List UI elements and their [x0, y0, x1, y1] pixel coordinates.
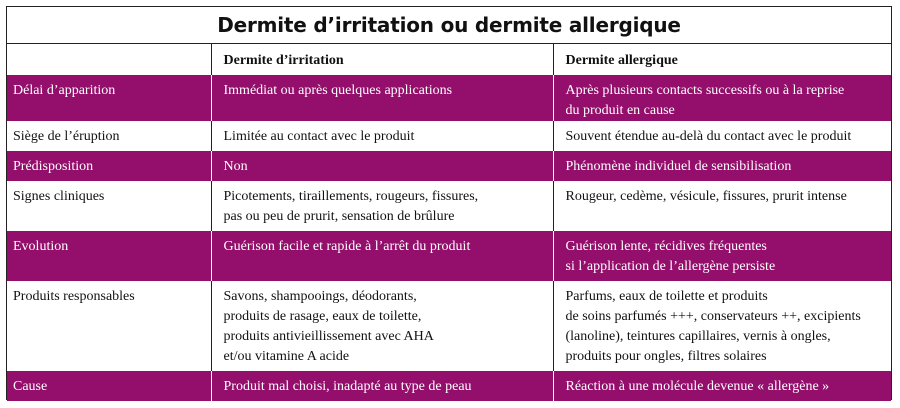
cell-line: produits pour ongles, filtres solaires [565, 349, 767, 364]
comparison-table-frame [6, 6, 892, 400]
header-row [7, 44, 891, 75]
cell-allergique [553, 121, 891, 151]
table-row [7, 231, 891, 281]
row-label: Cause [7, 371, 211, 401]
table-body [7, 75, 891, 401]
cell-irritation [211, 371, 553, 401]
cell-line: pas ou peu de prurit, sensation de brûlure [223, 209, 455, 224]
table-row [7, 181, 891, 231]
table-row [7, 151, 891, 181]
cell-line: Picotements, tiraillements, rougeurs, fissures, [223, 189, 479, 204]
cell-line: Souvent étendue au-delà du contact avec le produit [565, 129, 852, 144]
row-label: Prédisposition [7, 151, 211, 181]
cell-line: Savons, shampooings, déodorants, [223, 289, 417, 304]
table-row [7, 281, 891, 371]
cell-irritation [211, 121, 553, 151]
header-empty [7, 44, 211, 75]
cell-line: (lanoline), teintures capillaires, vernis à ongles, [565, 329, 831, 344]
cell-allergique [553, 151, 891, 181]
cell-allergique [553, 281, 891, 371]
cell-line: du produit en cause [565, 103, 675, 118]
cell-line: si l’application de l’allergène persiste [565, 259, 776, 274]
header-allergique: Dermite allergique [553, 44, 891, 75]
cell-line: Non [223, 159, 248, 174]
cell-line: Réaction à une molécule devenue « allergène » [565, 379, 830, 394]
row-label: Evolution [7, 231, 211, 281]
cell-line: et/ou vitamine A acide [223, 349, 350, 364]
comparison-table [7, 44, 891, 401]
cell-line: Après plusieurs contacts successifs ou à la reprise [565, 83, 845, 98]
table-row [7, 75, 891, 121]
cell-irritation [211, 281, 553, 371]
cell-line: Rougeur, cedème, vésicule, fissures, prurit intense [565, 189, 847, 204]
cell-line: Phénomène individuel de sensibilisation [565, 159, 792, 174]
cell-allergique [553, 231, 891, 281]
row-label: Signes cliniques [7, 181, 211, 231]
cell-line: Guérison lente, récidives fréquentes [565, 239, 767, 254]
cell-line: Limitée au contact avec le produit [223, 129, 415, 144]
table-title: Dermite d’irritation ou dermite allergique [7, 7, 891, 44]
cell-line: Parfums, eaux de toilette et produits [565, 289, 768, 304]
cell-irritation [211, 151, 553, 181]
cell-allergique [553, 181, 891, 231]
row-label: Siège de l’éruption [7, 121, 211, 151]
table-row [7, 121, 891, 151]
cell-allergique [553, 75, 891, 121]
cell-line: Guérison facile et rapide à l’arrêt du produit [223, 239, 471, 254]
cell-allergique [553, 371, 891, 401]
row-label: Délai d’apparition [7, 75, 211, 121]
cell-irritation [211, 231, 553, 281]
header-irritation: Dermite d’irritation [211, 44, 553, 75]
cell-line: de soins parfumés +++, conservateurs ++, excipients [565, 309, 861, 324]
cell-irritation [211, 181, 553, 231]
cell-line: Immédiat ou après quelques applications [223, 83, 453, 98]
cell-line: produits de rasage, eaux de toilette, [223, 309, 422, 324]
cell-irritation [211, 75, 553, 121]
cell-line: Produit mal choisi, inadapté au type de peau [223, 379, 472, 394]
cell-line: produits antivieillissement avec AHA [223, 329, 434, 344]
row-label: Produits responsables [7, 281, 211, 371]
table-row [7, 371, 891, 401]
